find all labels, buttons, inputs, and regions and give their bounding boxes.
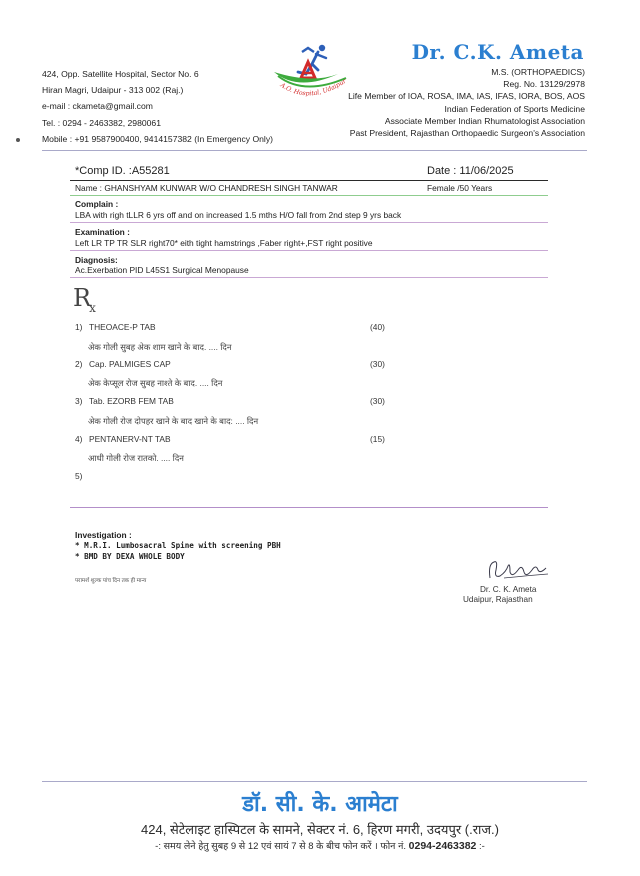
address-line-2: Hiran Magri, Udaipur - 313 002 (Raj.) bbox=[42, 85, 184, 96]
membership-line: Life Member of IOA, ROSA, IMA, IAS, IFAS, IORA, BOS, AOS bbox=[348, 91, 585, 102]
patient-gender-age: Female /50 Years bbox=[427, 183, 493, 193]
complain-heading: Complain : bbox=[75, 199, 119, 209]
rx-divider bbox=[70, 507, 548, 508]
examination-divider bbox=[70, 250, 548, 251]
rx-symbol bbox=[73, 284, 98, 315]
registration-line: Reg. No. 13129/2978 bbox=[503, 79, 585, 90]
email-line: e-mail : ckameta@gmail.com bbox=[42, 101, 153, 112]
medicine-dosage: अेक केप्सूल रोज सुबह नाश्ते के बाद. .... दिन bbox=[88, 378, 223, 388]
medicine-name: Tab. EZORB FEM TAB bbox=[89, 396, 174, 406]
federation-line: Indian Federation of Sports Medicine bbox=[444, 103, 585, 114]
telephone-line: Tel. : 0294 - 2463382, 2980061 bbox=[42, 117, 161, 128]
investigation-item: * BMD BY DEXA WHOLE BODY bbox=[75, 552, 185, 561]
examination-text: Left LR TP TR SLR right70* eith tight hamstrings ,Faber right+,FST right positive bbox=[75, 238, 373, 248]
qualifications-block bbox=[348, 66, 585, 139]
hospital-logo-icon bbox=[268, 40, 360, 112]
signature-name: Dr. C. K. Ameta bbox=[480, 585, 537, 594]
name-divider bbox=[70, 195, 548, 196]
fee-validity-note: परामर्श शुल्क पांच दिन तक ही मान्य bbox=[75, 578, 147, 584]
address-line-1: 424, Opp. Satellite Hospital, Sector No. 6 bbox=[42, 69, 199, 79]
footer-phone: 0294-2463382 bbox=[408, 840, 477, 852]
medicine-number: 5) bbox=[75, 471, 83, 481]
edge-dot bbox=[16, 138, 20, 142]
doctor-name-heading: Dr. C.K. Ameta bbox=[411, 40, 584, 64]
medicine-quantity: (30) bbox=[370, 396, 385, 406]
patient-name: Name : GHANSHYAM KUNWAR W/O CHANDRESH SINGH TANWAR bbox=[75, 183, 338, 193]
medicine-name: THEOACE-P TAB bbox=[89, 322, 156, 332]
medicine-quantity: (15) bbox=[370, 434, 385, 444]
rx-letter: R bbox=[73, 284, 92, 312]
medicine-name: PENTANERV-NT TAB bbox=[89, 434, 171, 444]
medicine-name: Cap. PALMIGES CAP bbox=[89, 359, 171, 369]
president-line: Past President, Rajasthan Orthopaedic Surgeon's Association bbox=[349, 128, 585, 139]
signature-place: Udaipur, Rajasthan bbox=[463, 595, 533, 604]
diagnosis-divider bbox=[70, 277, 548, 278]
medicine-number: 1) bbox=[75, 322, 83, 332]
medicine-dosage: अेक गोली सुबह अेक शाम खाने के बाद. .... दिन bbox=[88, 342, 232, 352]
medicine-quantity: (40) bbox=[370, 322, 385, 332]
medicine-quantity: (30) bbox=[370, 359, 385, 369]
patient-divider bbox=[70, 180, 548, 181]
logo-text: A.O. Hospital, Udaipur bbox=[278, 77, 348, 98]
medicine-dosage: अेक गोली रोज दोपहर खाने के बाद खाने के बाद: .... दिन bbox=[88, 416, 259, 426]
medicine-number: 3) bbox=[75, 396, 83, 406]
associate-line: Associate Member Indian Rhumatologist Association bbox=[384, 115, 585, 126]
investigation-heading: Investigation : bbox=[75, 530, 132, 540]
medicine-number: 2) bbox=[75, 359, 83, 369]
signature-icon bbox=[484, 556, 554, 586]
complain-divider bbox=[70, 222, 548, 223]
complain-text: LBA with righ tLLR 6 yrs off and on increased 1.5 mths H/O fall from 2nd step 9 yrs back bbox=[75, 210, 402, 220]
rx-subscript: x bbox=[89, 301, 96, 315]
mobile-line: Mobile : +91 9587900400, 9414157382 (In Emergency Only) bbox=[42, 133, 273, 144]
medicine-dosage: आधी गोली रोज रातको. .... दिन bbox=[88, 453, 184, 463]
footer-doctor-name: डॉ. सी. के. आमेटा bbox=[242, 792, 398, 817]
examination-heading: Examination : bbox=[75, 227, 130, 237]
comp-id: *Comp ID. :A55281 bbox=[75, 165, 170, 177]
footer-timing bbox=[0, 839, 640, 852]
medicine-number: 4) bbox=[75, 434, 83, 444]
clinic-address-block bbox=[42, 66, 273, 147]
diagnosis-text: Ac.Exerbation PID L45S1 Surgical Menopause bbox=[75, 265, 249, 275]
timing-end: :- bbox=[476, 841, 485, 852]
header-divider bbox=[42, 150, 587, 151]
footer-address: 424, सेटेलाइट हास्पिटल के सामने, सेक्टर नं. 6, हिरण मगरी, उदयपुर (.राज.) bbox=[141, 822, 499, 837]
diagnosis-heading: Diagnosis: bbox=[75, 255, 118, 265]
footer-divider bbox=[42, 781, 587, 782]
timing-text: -: समय लेने हेतु सुबह 9 से 12 एवं सायं 7 से 8 के बीच फोन करें । फोन नं. bbox=[155, 841, 406, 852]
investigation-item: * M.R.I. Lumbosacral Spine with screening PBH bbox=[75, 541, 281, 550]
qualification-line: M.S. (ORTHOPAEDICS) bbox=[491, 67, 585, 77]
visit-date: Date : 11/06/2025 bbox=[427, 165, 514, 177]
